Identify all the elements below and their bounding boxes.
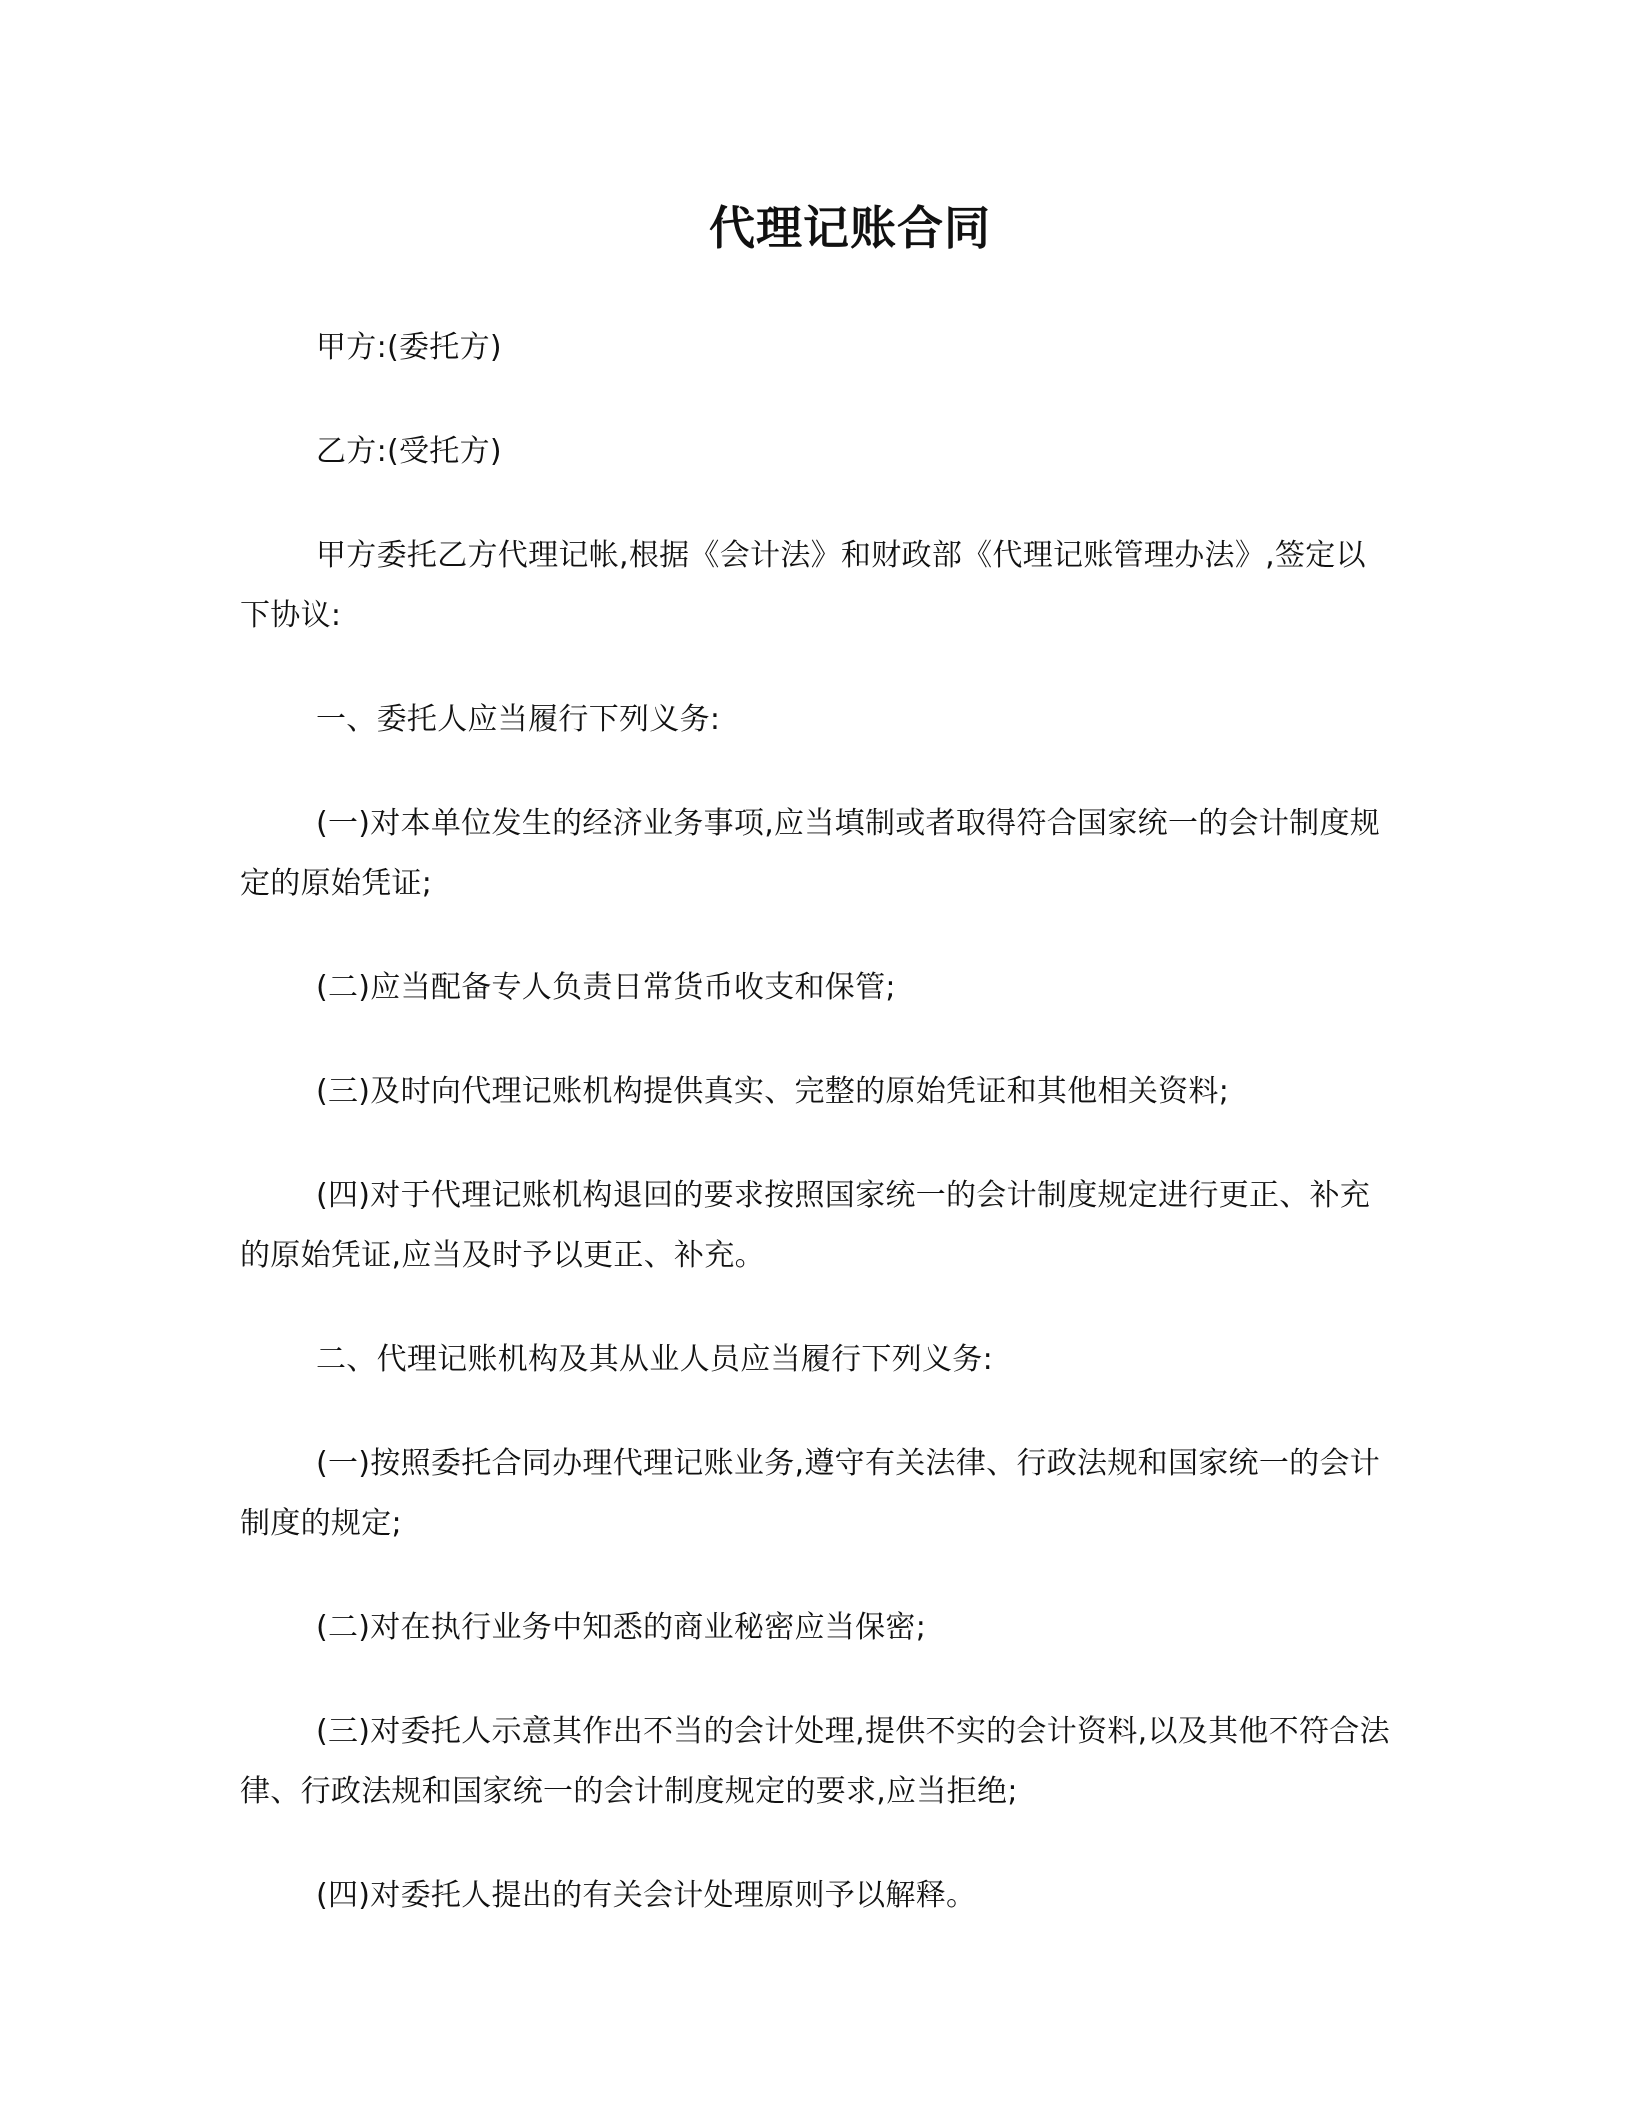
document-body (240, 318, 1392, 1970)
section-1-item-4: (四)对于代理记账机构退回的要求按照国家统一的会计制度规定进行更正、补充的原始凭证,应当及时予以更正、补充。 (240, 1178, 1371, 1273)
section-1-item-3: (三)及时向代理记账机构提供真实、完整的原始凭证和其他相关资料; (316, 1074, 1230, 1109)
section-2-heading: 二、代理记账机构及其从业人员应当履行下列义务: (316, 1342, 994, 1377)
section-2-item-3: (三)对委托人示意其作出不当的会计处理,提供不实的会计资料,以及其他不符合法律、行政法规和国家统一的会计制度规定的要求,应当拒绝; (240, 1714, 1390, 1809)
party-a-line: 甲方:(委托方) (316, 330, 502, 365)
document-title: 代理记账合同 (709, 201, 991, 255)
section-1-item-2: (二)应当配备专人负责日常货币收支和保管; (316, 970, 896, 1005)
section-2-item-1: (一)按照委托合同办理代理记账业务,遵守有关法律、行政法规和国家统一的会计制度的规定; (240, 1446, 1381, 1541)
preamble-paragraph: 甲方委托乙方代理记帐,根据《会计法》和财政部《代理记账管理办法》,签定以下协议: (240, 538, 1366, 633)
party-b-line: 乙方:(受托方) (316, 434, 502, 469)
section-1-item-1: (一)对本单位发生的经济业务事项,应当填制或者取得符合国家统一的会计制度规定的原始凭证; (240, 806, 1381, 901)
section-1-heading: 一、委托人应当履行下列义务: (316, 702, 721, 737)
section-2-item-4: (四)对委托人提出的有关会计处理原则予以解释。 (316, 1878, 977, 1913)
section-2-item-2: (二)对在执行业务中知悉的商业秘密应当保密; (316, 1610, 927, 1645)
